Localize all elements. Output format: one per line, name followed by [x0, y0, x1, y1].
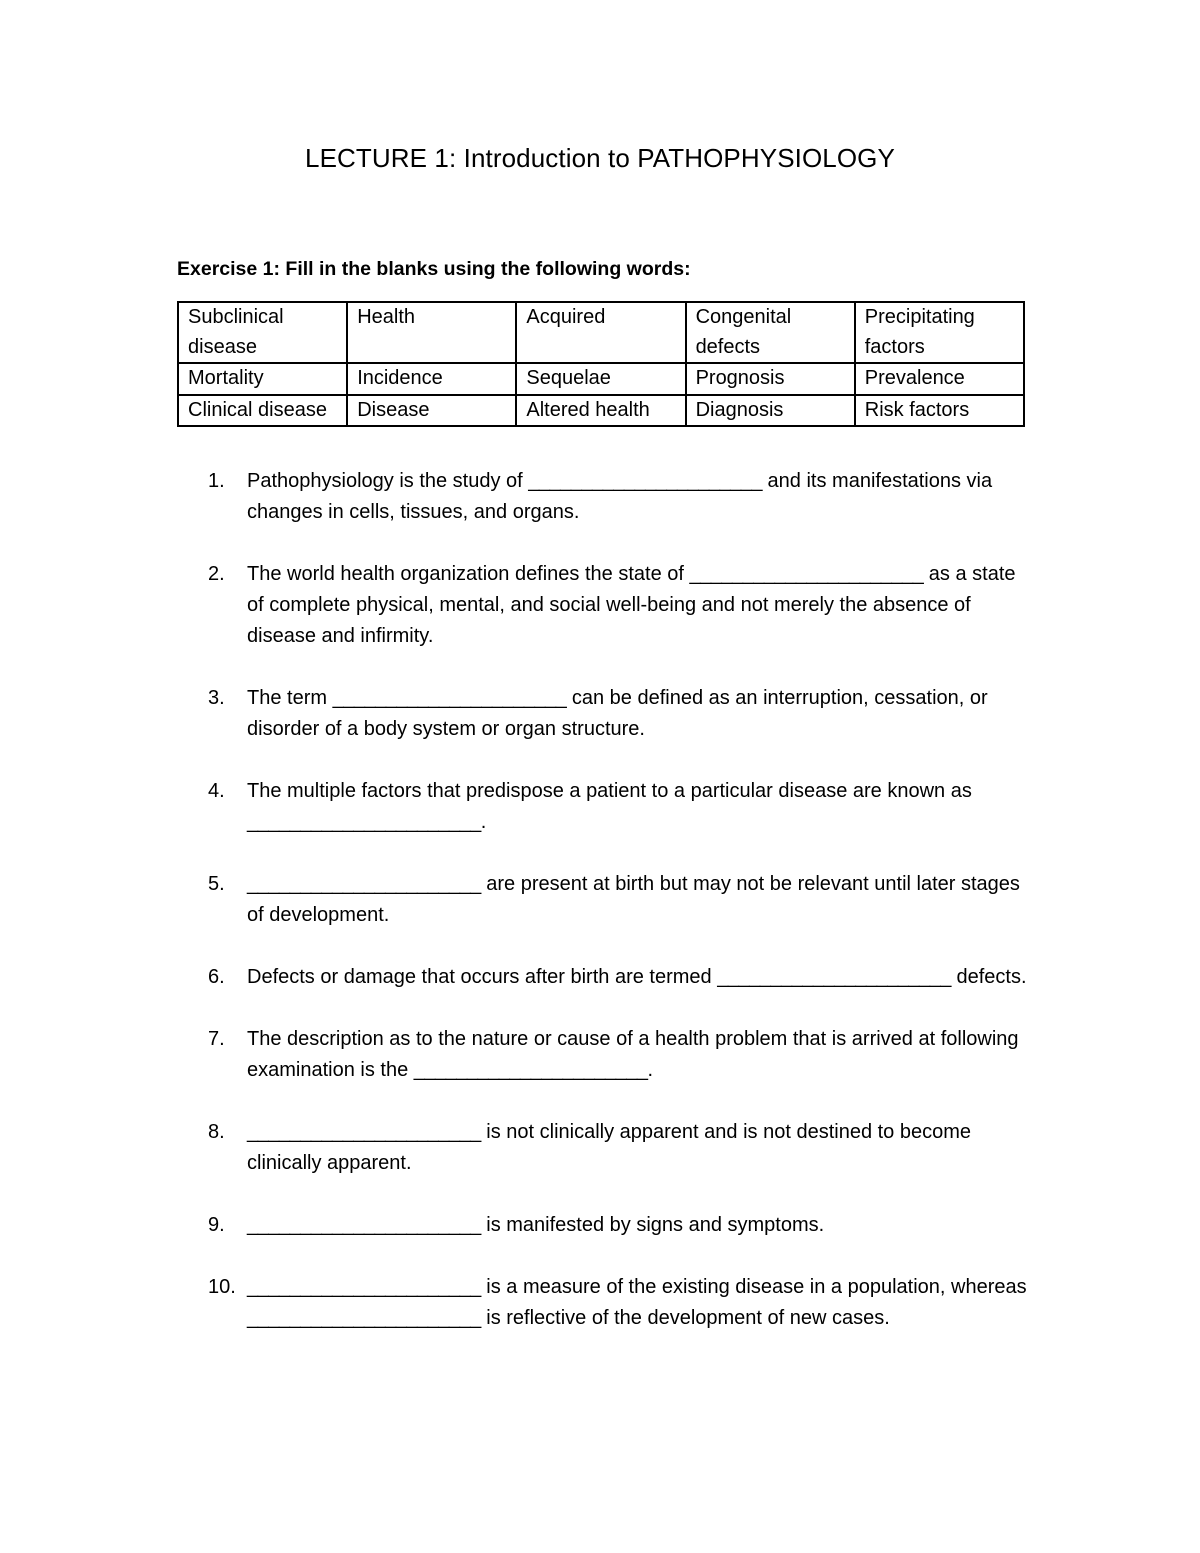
word-bank-cell: Subclinical disease — [178, 302, 347, 363]
question-item — [208, 466, 1028, 528]
word-bank-cell: Congenital defects — [686, 302, 855, 363]
word-bank-row — [178, 302, 1024, 363]
question-text: can be defined as an interruption, cessation, or disorder of a body system or organ structure. — [247, 687, 988, 740]
word-bank-row — [178, 395, 1024, 427]
question-text: is not clinically apparent and is not destined to become clinically apparent. — [247, 1121, 972, 1174]
answer-blank: ______________________ — [332, 687, 567, 709]
question-text: defects. — [950, 966, 1027, 988]
question-item — [208, 962, 1028, 993]
question-item — [208, 1024, 1028, 1086]
question-number: 10. — [208, 1276, 236, 1298]
question-item — [208, 559, 1028, 652]
question-text: is a measure of the existing disease in a population, whereas — [480, 1276, 1027, 1298]
exercise-heading: Exercise 1: Fill in the blanks using the following words: — [177, 258, 691, 280]
word-bank-cell: Clinical disease — [178, 395, 347, 427]
question-text: as a state of complete physical, mental, and social well-being and not merely the absence of disease and infirmity. — [247, 563, 1016, 647]
question-text: and its manifestations via changes in cells, tissues, and organs. — [247, 470, 993, 523]
page-title: LECTURE 1: Introduction to PATHOPHYSIOLOGY — [305, 143, 895, 173]
question-text: . — [480, 811, 487, 833]
word-bank-cell: Incidence — [347, 363, 516, 395]
answer-blank: ______________________ — [247, 1276, 481, 1298]
question-text: The multiple factors that predispose a patient to a particular disease are known as — [247, 780, 972, 802]
answer-blank: ______________________ — [413, 1059, 648, 1081]
question-text: The world health organization defines the state of — [247, 563, 690, 585]
question-number: 2. — [208, 563, 225, 585]
question-text: is manifested by signs and symptoms. — [480, 1214, 825, 1236]
word-bank-cell: Prevalence — [855, 363, 1024, 395]
question-number: 1. — [208, 470, 225, 492]
word-bank-cell: Disease — [347, 395, 516, 427]
question-item — [208, 1117, 1028, 1179]
question-number: 5. — [208, 873, 225, 895]
question-list — [208, 466, 1028, 1365]
word-bank-cell: Precipitating factors — [855, 302, 1024, 363]
question-text: are present at birth but may not be relevant until later stages of development. — [247, 873, 1020, 926]
answer-blank: ______________________ — [247, 1121, 481, 1143]
word-bank-cell: Mortality — [178, 363, 347, 395]
word-bank-cell: Health — [347, 302, 516, 363]
question-text: The description as to the nature or cause of a health problem that is arrived at following examination is the — [247, 1028, 1019, 1081]
question-item — [208, 776, 1028, 838]
question-item — [208, 683, 1028, 745]
answer-blank: ______________________ — [247, 1214, 481, 1236]
question-number: 6. — [208, 966, 225, 988]
answer-blank: ______________________ — [247, 1307, 481, 1329]
question-text: is reflective of the development of new cases. — [480, 1307, 890, 1329]
word-bank-table — [177, 301, 1025, 427]
answer-blank: ______________________ — [528, 470, 762, 492]
answer-blank: ______________________ — [689, 563, 924, 585]
word-bank-cell: Acquired — [516, 302, 685, 363]
question-number: 8. — [208, 1121, 225, 1143]
word-bank-row — [178, 363, 1024, 395]
question-number: 3. — [208, 687, 225, 709]
question-text: The term — [247, 687, 333, 709]
answer-blank: ______________________ — [247, 811, 481, 833]
question-number: 4. — [208, 780, 225, 802]
answer-blank: ______________________ — [247, 873, 481, 895]
question-number: 9. — [208, 1214, 225, 1236]
word-bank-cell: Risk factors — [855, 395, 1024, 427]
question-text: Defects or damage that occurs after birth are termed — [247, 966, 718, 988]
word-bank-cell: Altered health — [516, 395, 685, 427]
question-item — [208, 869, 1028, 931]
question-number: 7. — [208, 1028, 225, 1050]
word-bank-cell: Prognosis — [686, 363, 855, 395]
question-text: . — [647, 1059, 654, 1081]
word-bank-cell: Diagnosis — [686, 395, 855, 427]
question-text: Pathophysiology is the study of — [247, 470, 529, 492]
question-item — [208, 1210, 1028, 1241]
question-item — [208, 1272, 1028, 1334]
answer-blank: ______________________ — [717, 966, 951, 988]
word-bank-cell: Sequelae — [516, 363, 685, 395]
